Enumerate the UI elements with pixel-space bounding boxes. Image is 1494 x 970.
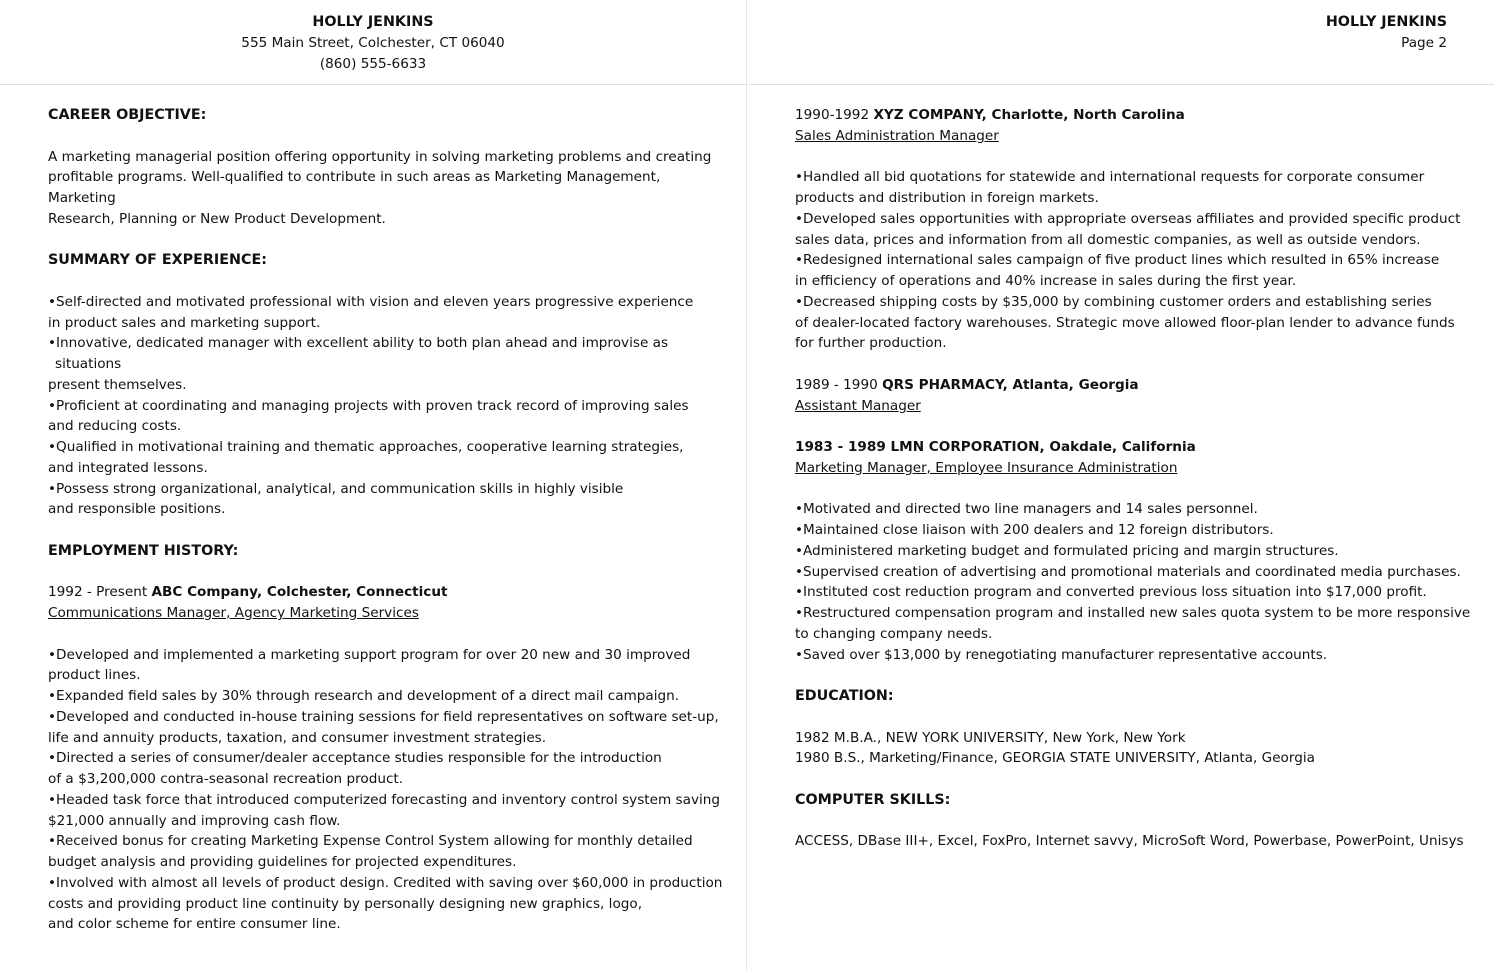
- bullet-item: [795, 645, 1484, 666]
- bullet-icon: •: [795, 252, 804, 269]
- bullet-text-line: Possess strong organizational, analytical, and communication skills in highly visible: [56, 480, 624, 497]
- bullet-item: [48, 831, 726, 873]
- bullet-item: [48, 396, 726, 438]
- bullet-item: [48, 707, 726, 749]
- bullet-icon: •: [795, 563, 804, 580]
- page-number: Page 2: [1401, 34, 1447, 51]
- bullet-item: [48, 790, 726, 832]
- bullet-text-line: Received bonus for creating Marketing Expense Control System allowing for monthly detailed: [56, 833, 693, 850]
- applicant-name: HOLLY JENKINS: [312, 14, 434, 30]
- bullet-text-line: Restructured compensation program and installed new sales quota system to be more responsive: [803, 605, 1471, 621]
- bullet-item: [795, 499, 1484, 520]
- bullet-text-line: Handled all bid quotations for statewide and international requests for corporate consumer: [803, 169, 1425, 186]
- bullet-text-line: products and distribution in foreign markets.: [795, 190, 1099, 206]
- bullet-text-line: budget analysis and providing guidelines for projected expenditures.: [48, 854, 517, 870]
- employment-heading: EMPLOYMENT HISTORY:: [48, 542, 239, 559]
- bullet-text-line: Developed and conducted in-house training sessions for field representatives on software set-up,: [56, 708, 719, 725]
- education-entry: 1982 M.B.A., NEW YORK UNIVERSITY, New York, New York: [795, 729, 1186, 746]
- applicant-name: HOLLY JENKINS: [1325, 14, 1447, 30]
- bullet-text-line: Proficient at coordinating and managing projects with proven track record of improving sales: [56, 397, 689, 414]
- bullet-icon: •: [795, 646, 804, 663]
- bullet-text-line: Motivated and directed two line managers and 14 sales personnel.: [803, 501, 1258, 518]
- bullet-text-line: product lines.: [48, 667, 141, 684]
- education-entry: 1980 B.S., Marketing/Finance, GEORGIA STATE UNIVERSITY, Atlanta, Georgia: [795, 750, 1315, 767]
- bullet-item: [48, 686, 726, 707]
- bullet-text-line: to changing company needs.: [795, 625, 993, 642]
- bullet-text-line: Qualified in motivational training and thematic approaches, cooperative learning strategies,: [56, 439, 684, 455]
- education-list: [795, 728, 1484, 770]
- bullet-icon: •: [48, 646, 57, 663]
- bullet-text-line: and integrated lessons.: [48, 459, 208, 476]
- bullet-text-line: Directed a series of consumer/dealer acceptance studies responsible for the introduction: [56, 750, 662, 767]
- bullet-icon: •: [48, 833, 57, 850]
- bullet-item: [795, 292, 1484, 354]
- bullet-icon: •: [48, 397, 57, 414]
- bullet-icon: •: [795, 501, 804, 518]
- job-heading-line: 1983 - 1989 LMN CORPORATION, Oakdale, California: [795, 439, 1196, 455]
- skills-heading: COMPUTER SKILLS:: [795, 791, 951, 808]
- bullet-icon: •: [795, 210, 804, 227]
- bullet-item: [48, 645, 726, 687]
- objective-text: [48, 147, 726, 230]
- bullet-text-line: sales data, prices and information from all domestic companies, as well as outside vendors.: [795, 231, 1421, 248]
- text-line: profitable programs. Well-qualified to contribute in such areas as Marketing Management, Marketing: [48, 169, 661, 206]
- job-title: Assistant Manager: [795, 397, 921, 414]
- bullet-icon: •: [48, 335, 57, 352]
- job-company: ABC Company, Colchester, Connecticut: [151, 584, 448, 601]
- text-line: Research, Planning or New Product Development.: [48, 210, 386, 227]
- job-header: [795, 375, 1484, 396]
- job-title: Marketing Manager, Employee Insurance Administration: [795, 459, 1178, 476]
- bullet-text-line: and reducing costs.: [48, 418, 182, 435]
- education-heading: EDUCATION:: [795, 688, 894, 704]
- bullet-item: [48, 873, 726, 935]
- bullet-text-line: present themselves.: [48, 376, 187, 393]
- address: 555 Main Street, Colchester, CT 06040: [241, 34, 505, 51]
- job-dates: 1990-1992: [795, 107, 870, 123]
- resume-page-2: [748, 0, 1494, 970]
- skills-text: ACCESS, DBase III+, Excel, FoxPro, Internet savvy, MicroSoft Word, Powerbase, PowerPoint, Unisys: [795, 833, 1464, 850]
- bullet-text-line: Expanded field sales by 30% through research and development of a direct mail campaign.: [56, 688, 680, 704]
- bullet-text-line: of dealer-located factory warehouses. Strategic move allowed floor-plan lender to advance funds: [795, 314, 1455, 331]
- job-title: Sales Administration Manager: [795, 127, 999, 144]
- job-dates: 1989 - 1990: [795, 376, 878, 393]
- bullet-text-line: $21,000 annually and improving cash flow.: [48, 812, 341, 829]
- bullet-text-line: Developed sales opportunities with appropriate overseas affiliates and provided specific product: [803, 210, 1461, 227]
- bullet-text-line: Decreased shipping costs by $35,000 by combining customer orders and establishing series: [803, 293, 1432, 310]
- bullet-icon: •: [48, 439, 57, 455]
- page-body: [48, 105, 726, 956]
- bullet-icon: •: [48, 708, 57, 725]
- bullet-item: [48, 292, 726, 334]
- bullet-item: [48, 479, 726, 521]
- page-header: [748, 0, 1494, 85]
- bullet-text-line: Saved over $13,000 by renegotiating manufacturer representative accounts.: [803, 646, 1328, 663]
- bullet-icon: •: [795, 542, 804, 559]
- bullet-text-line: Maintained close liaison with 200 dealers and 12 foreign distributors.: [803, 522, 1274, 538]
- bullet-item: [795, 520, 1484, 541]
- bullet-item: [795, 250, 1484, 292]
- bullet-icon: •: [795, 522, 804, 538]
- bullet-icon: •: [795, 169, 804, 186]
- job-company: QRS PHARMACY, Atlanta, Georgia: [882, 376, 1139, 393]
- bullet-text-line: and color scheme for entire consumer line.: [48, 916, 341, 933]
- bullet-text-line: and responsible positions.: [48, 501, 226, 518]
- bullet-item: [795, 209, 1484, 251]
- objective-heading: CAREER OBJECTIVE:: [48, 107, 207, 123]
- job-header: [795, 105, 1484, 126]
- page-body: [795, 105, 1484, 873]
- bullet-icon: •: [48, 874, 57, 891]
- bullet-text-line: Headed task force that introduced computerized forecasting and inventory control system saving: [56, 791, 721, 808]
- bullet-text-line: for further production.: [795, 335, 947, 352]
- bullet-item: [795, 582, 1484, 603]
- job-title: Communications Manager, Agency Marketing Services: [48, 605, 419, 621]
- job-company: XYZ COMPANY, Charlotte, North Carolina: [873, 107, 1185, 123]
- bullet-text-line: Instituted cost reduction program and converted previous loss situation into $17,000 profit.: [803, 584, 1427, 601]
- bullet-icon: •: [48, 791, 57, 808]
- bullet-item: [795, 167, 1484, 209]
- bullet-text-line: Redesigned international sales campaign of five product lines which resulted in 65% increase: [803, 252, 1440, 269]
- job-duties-list: [48, 645, 726, 936]
- bullet-text-line: life and annuity products, taxation, and consumer investment strategies.: [48, 729, 547, 746]
- bullet-text-line: Supervised creation of advertising and promotional materials and coordinated media purchases.: [803, 563, 1461, 580]
- summary-list: [48, 292, 726, 520]
- bullet-item: [48, 437, 726, 479]
- bullet-icon: •: [795, 293, 804, 310]
- text-line: A marketing managerial position offering opportunity in solving marketing problems and creating: [48, 148, 712, 165]
- bullet-item: [48, 333, 726, 395]
- job-header: [795, 437, 1484, 458]
- bullet-text-line: of a $3,200,000 contra-seasonal recreation product.: [48, 771, 404, 787]
- bullet-text-line: Administered marketing budget and formulated pricing and margin structures.: [803, 542, 1339, 559]
- bullet-icon: •: [795, 584, 804, 601]
- job-dates: 1992 - Present: [48, 584, 148, 601]
- phone: (860) 555-6633: [319, 55, 427, 72]
- bullet-item: [795, 541, 1484, 562]
- bullet-text-line: Self-directed and motivated professional with vision and eleven years progressive experience: [56, 293, 694, 310]
- summary-heading: SUMMARY OF EXPERIENCE:: [48, 252, 267, 269]
- bullet-text-line: costs and providing product line continuity by personally designing new graphics, logo,: [48, 895, 643, 912]
- bullet-text-line: Developed and implemented a marketing support program for over 20 new and 30 improved: [56, 646, 691, 663]
- bullet-icon: •: [48, 480, 57, 497]
- bullet-text-line: in efficiency of operations and 40% increase in sales during the first year.: [795, 273, 1297, 289]
- job-header: [48, 582, 726, 603]
- page-header: [0, 0, 746, 85]
- bullet-text-line: in product sales and marketing support.: [48, 314, 321, 331]
- bullet-item: [795, 562, 1484, 583]
- job-duties-list: [795, 167, 1484, 354]
- bullet-item: [795, 603, 1484, 645]
- job-duties-list: [795, 499, 1484, 665]
- bullet-icon: •: [795, 605, 804, 621]
- bullet-icon: •: [48, 688, 57, 704]
- bullet-text-line: Innovative, dedicated manager with excellent ability to both plan ahead and improvise as situations: [55, 335, 669, 372]
- bullet-icon: •: [48, 293, 57, 310]
- bullet-icon: •: [48, 750, 57, 767]
- bullet-item: [48, 748, 726, 790]
- bullet-text-line: Involved with almost all levels of product design. Credited with saving over $60,000 in production: [56, 874, 723, 891]
